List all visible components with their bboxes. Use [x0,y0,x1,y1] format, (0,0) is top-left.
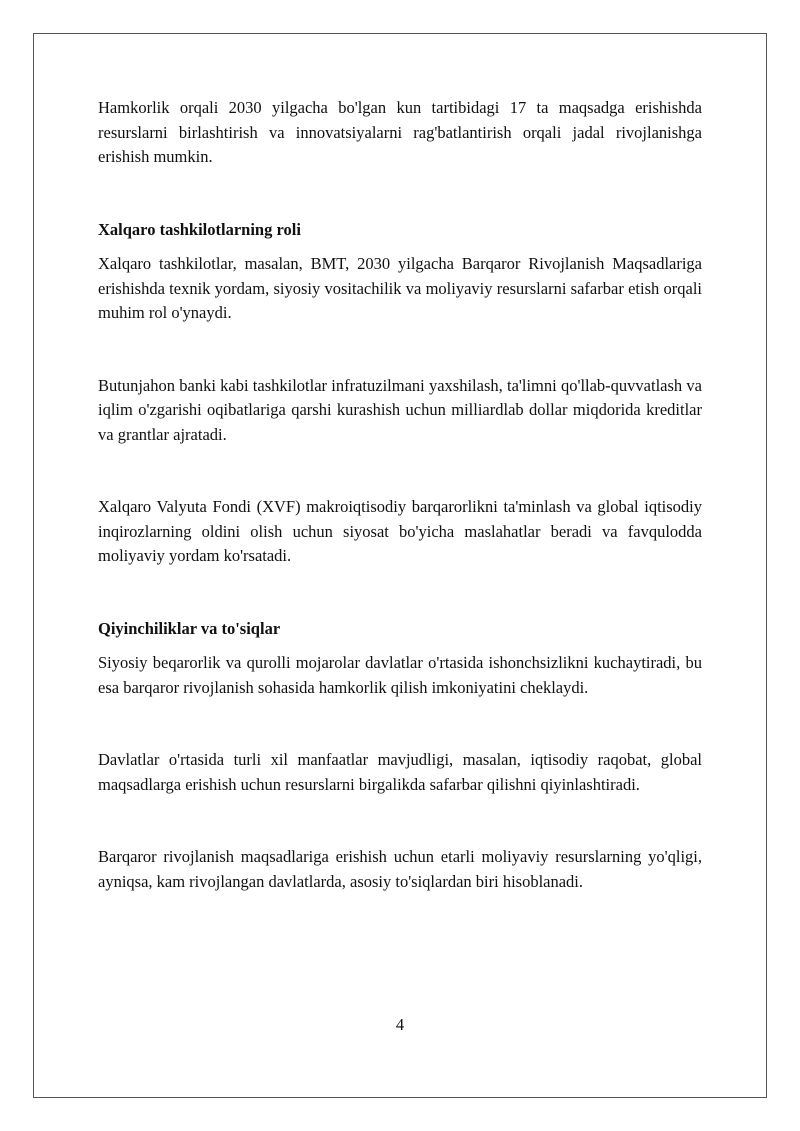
paragraph-different-interests: Davlatlar o'rtasida turli xil manfaatlar mavjudligi, masalan, iqtisodiy raqobat, global maqsadlarga erishish uchun resurslarni birgalikda safarbar qilishni qiyinlashtiradi. [98,750,702,794]
paragraph-un-role: Xalqaro tashkilotlar, masalan, BMT, 2030 yilgacha Barqaror Rivojlanish Maqsadlariga erishishda texnik yordam, siyosiy vositachilik va moliyaviy resurslarni safarbar etish orqali muhim rol o'ynaydi. [98,254,702,322]
paragraph-imf: Xalqaro Valyuta Fondi (XVF) makroiqtisodiy barqarorlikni ta'minlash va global iqtisodiy inqirozlarning oldini olish uchun siyosat bo'yicha maslahatlar beradi va favqulodda moliyaviy yordam ko'rsatadi. [98,497,702,565]
section-heading-challenges: Qiyinchiliklar va to'siqlar [98,618,281,638]
page-number: 4 [395,1015,405,1034]
paragraph-political-instability: Siyosiy beqarorlik va qurolli mojarolar davlatlar o'rtasida ishonchsizlikni kuchaytiradi, bu esa barqaror rivojlanish sohasida hamkorlik qilish imkoniyatini cheklaydi. [98,653,702,697]
intro-paragraph: Hamkorlik orqali 2030 yilgacha bo'lgan kun tartibidagi 17 ta maqsadga erishishda resurslarni birlashtirish va innovatsiyalarni rag'batlantirish orqali jadal rivojlanishga erishish mumkin. [98,98,702,166]
page-content [98,96,702,894]
paragraph-financial-resources: Barqaror rivojlanish maqsadlariga erishish uchun etarli moliyaviy resurslarning yo'qligi, ayniqsa, kam rivojlangan davlatlarda, asosiy to'siqlardan biri hisoblanadi. [98,847,702,891]
paragraph-world-bank: Butunjahon banki kabi tashkilotlar infratuzilmani yaxshilash, ta'limni qo'llab-quvvatlash va iqlim o'zgarishi oqibatlariga qarshi kurashish uchun milliardlab dollar miqdorida kreditlar va grantlar ajratadi. [98,375,702,444]
section-heading-international-organizations: Xalqaro tashkilotlarning roli [98,219,301,239]
